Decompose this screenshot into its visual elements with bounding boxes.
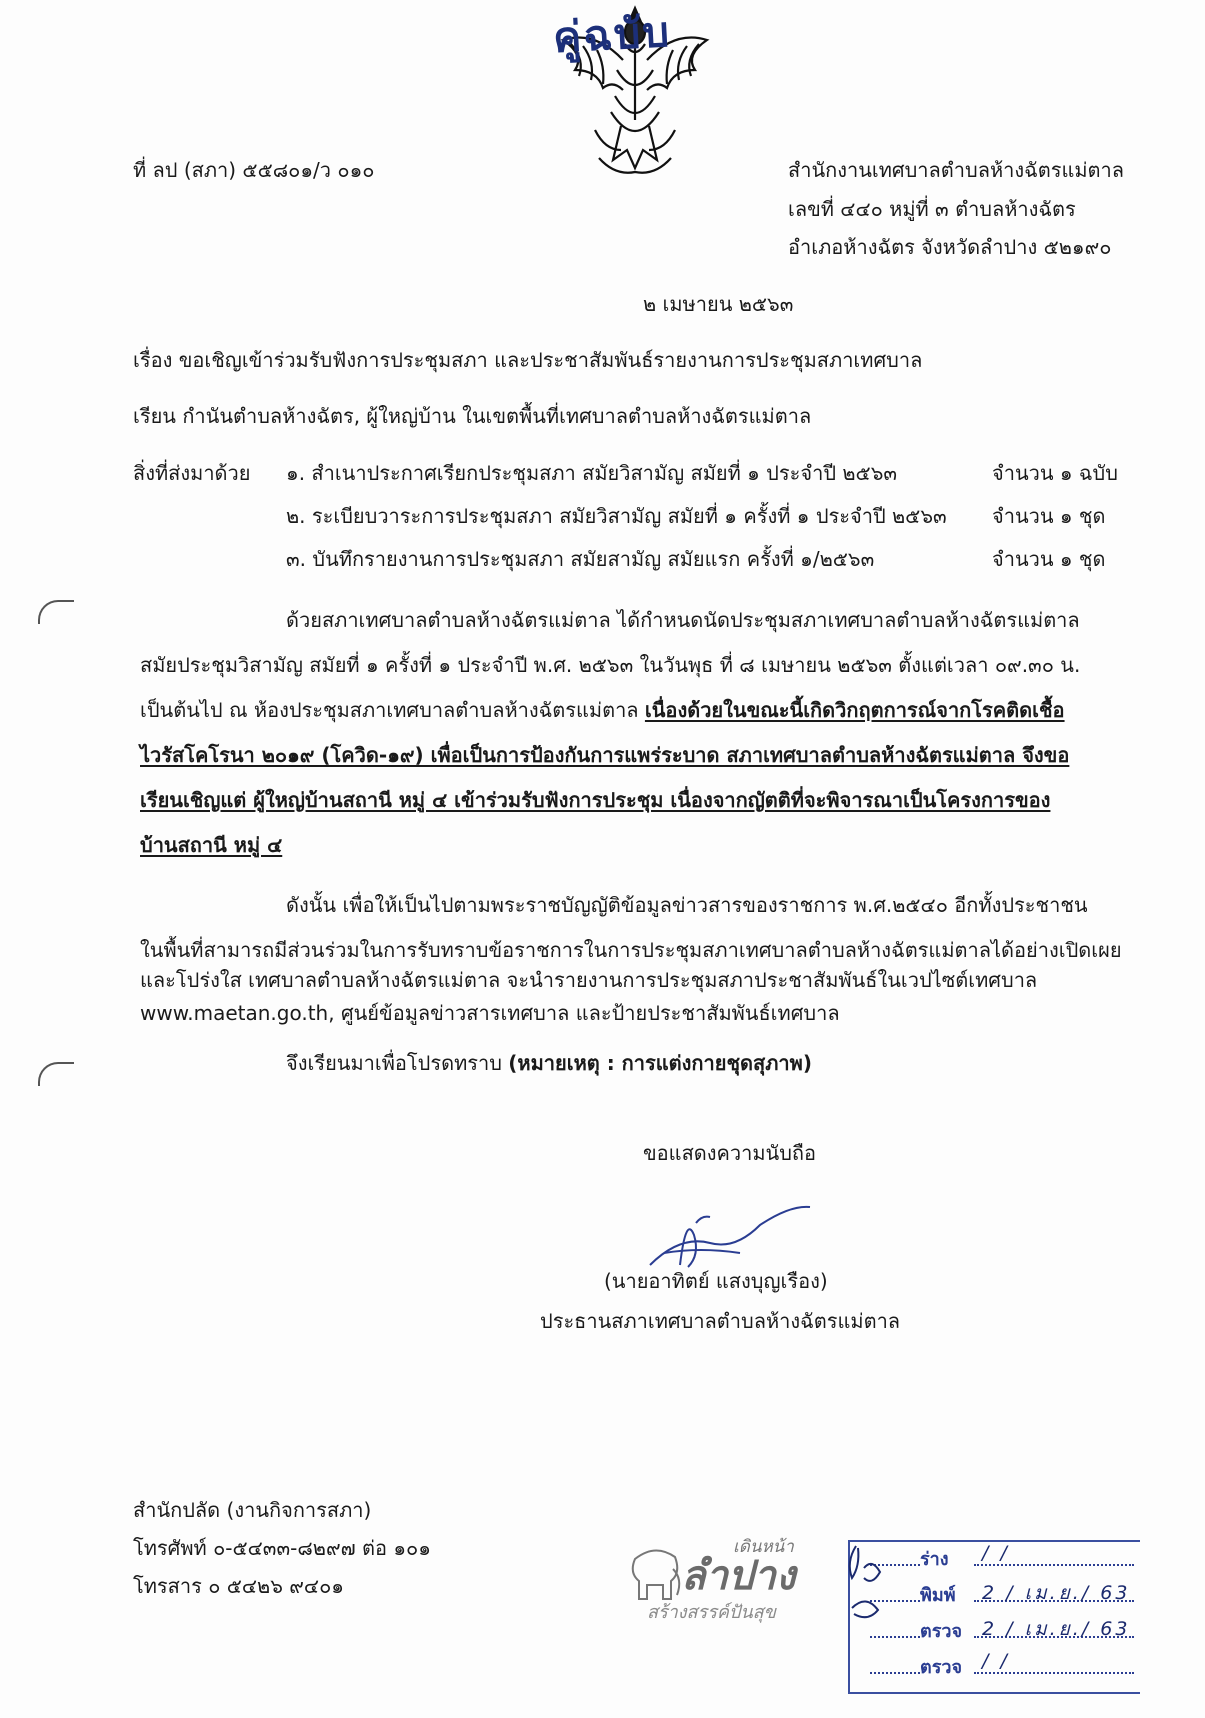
- dotted-line: [870, 1672, 920, 1674]
- covid-notice-line: เรียนเชิญแต่ ผู้ใหญ่บ้านสถานี หมู่ ๔ เข้าร่วมรับฟังการประชุม เนื่องจากญัตติที่จะพิจารณาเป็นโครงการของ: [140, 788, 1051, 812]
- body-paragraph-2-line: ดังนั้น เพื่อให้เป็นไปตามพระราชบัญญัติข้อมูลข่าวสารของราชการ พ.ศ.๒๕๔๐ อีกทั้งประชาชน: [286, 893, 1088, 917]
- covid-notice-line: บ้านสถานี หมู่ ๔: [140, 833, 283, 857]
- initials-mark: [842, 1538, 902, 1628]
- routing-value: / /: [982, 1542, 1010, 1564]
- body-paragraph-2-line: และโปร่งใส เทศบาลตำบลห้างฉัตรแม่ตาล จะนำรายงานการประชุมสภาประชาสัมพันธ์ในเวปไซต์เทศบาล: [140, 968, 1038, 992]
- body-paragraph-2-line: ในพื้นที่สามารถมีส่วนร่วมในการรับทราบข้อราชการในการประชุมสภาเทศบาลตำบลห้างฉัตรแม่ตาลได้อย่างเปิดเผย: [140, 938, 1122, 962]
- letter-date: ๒ เมษายน ๒๕๖๓: [643, 292, 794, 316]
- signatory-name: (นายอาทิตย์ แสงบุญเรือง): [604, 1269, 828, 1293]
- routing-stamp: [848, 1540, 1140, 1694]
- routing-label: ร่าง: [920, 1549, 949, 1570]
- logo-title: ลำปาง: [681, 1553, 796, 1599]
- binder-hole-top: [38, 600, 74, 624]
- logo-tagline-top: เดินหน้า: [733, 1537, 794, 1557]
- sender-address-line-1: สำนักงานเทศบาลตำบลห้างฉัตรแม่ตาล: [788, 158, 1125, 182]
- closing-line: [286, 1050, 812, 1076]
- routing-label: พิมพ์: [920, 1585, 956, 1606]
- attachment-item: ๓. บันทึกรายงานการประชุมสภา สมัยสามัญ สมัยแรก ครั้งที่ ๑/๒๕๖๓: [286, 547, 875, 571]
- routing-value: / /: [982, 1650, 1010, 1672]
- logo-tagline-bottom: สร้างสรรค์ปันสุข: [647, 1602, 776, 1623]
- body-paragraph-1-line: สมัยประชุมวิสามัญ สมัยที่ ๑ ครั้งที่ ๑ ประจำปี พ.ศ. ๒๕๖๓ ในวันพุธ ที่ ๘ เมษายน ๒๕๖๓ ตั้งแต่เวลา ๐๙.๓๐ น.: [140, 653, 1081, 677]
- copy-stamp: คู่ฉบับ: [551, 6, 673, 63]
- routing-label: ตรวจ: [920, 1621, 963, 1642]
- reference-number: ที่ ลป (สภา) ๕๕๘๐๑/ว ๐๑๐: [133, 158, 375, 182]
- attachment-item: ๒. ระเบียบวาระการประชุมสภา สมัยวิสามัญ สมัยที่ ๑ ครั้งที่ ๑ ประจำปี ๒๕๖๓: [286, 504, 947, 528]
- sender-address-line-2: เลขที่ ๔๔๐ หมู่ที่ ๓ ตำบลห้างฉัตร: [788, 197, 1076, 221]
- dress-code-note: (หมายเหตุ : การแต่งกายชุดสุภาพ): [508, 1051, 812, 1075]
- regards-text: ขอแสดงความนับถือ: [643, 1141, 817, 1165]
- signatory-position: ประธานสภาเทศบาลตำบลห้างฉัตรแม่ตาล: [540, 1309, 901, 1333]
- dotted-line: [870, 1636, 920, 1638]
- attachments-label: สิ่งที่ส่งมาด้วย: [133, 461, 251, 485]
- attachment-item: ๑. สำเนาประกาศเรียกประชุมสภา สมัยวิสามัญ สมัยที่ ๑ ประจำปี ๒๕๖๓: [286, 461, 898, 485]
- routing-value: 2 / เม.ย./ 63: [982, 1582, 1131, 1604]
- attachment-quantity: จำนวน ๑ ชุด: [992, 504, 1106, 528]
- footer-phone: โทรศัพท์ ๐-๕๔๓๓-๘๒๙๗ ต่อ ๑๐๑: [133, 1536, 431, 1560]
- footer-office: สำนักปลัด (งานกิจการสภา): [133, 1498, 372, 1522]
- body-text: เป็นต้นไป ณ ห้องประชุมสภาเทศบาลตำบลห้างฉัตรแม่ตาล: [140, 698, 645, 722]
- dotted-line: [974, 1672, 1134, 1674]
- binder-hole-bottom: [38, 1062, 74, 1086]
- lampang-campaign-logo: [625, 1525, 810, 1630]
- covid-notice-line: ไวรัสโคโรนา ๒๐๑๙ (โควิด-๑๙) เพื่อเป็นการป้องกันการแพร่ระบาด สภาเทศบาลตำบลห้างฉัตรแม่ตาล จึงขอ: [140, 743, 1070, 767]
- routing-row: [850, 1652, 1140, 1688]
- footer-fax: โทรสาร ๐ ๕๔๒๖ ๙๔๐๑: [133, 1574, 344, 1598]
- covid-notice-text: เนื่องด้วยในขณะนี้เกิดวิกฤตการณ์จากโรคติดเชื้อ: [644, 698, 1065, 722]
- closing-text: จึงเรียนมาเพื่อโปรดทราบ: [286, 1051, 509, 1075]
- body-paragraph-1-line: ด้วยสภาเทศบาลตำบลห้างฉัตรแม่ตาล ได้กำหนดนัดประชุมสภาเทศบาลตำบลห้างฉัตรแม่ตาล: [286, 608, 1080, 632]
- body-paragraph-2-line: www.maetan.go.th, ศูนย์ข้อมูลข่าวสารเทศบาล และป้ายประชาสัมพันธ์เทศบาล: [140, 1001, 840, 1025]
- body-paragraph-1-line: [140, 697, 1065, 723]
- subject-line: เรื่อง ขอเชิญเข้าร่วมรับฟังการประชุมสภา และประชาสัมพันธ์รายงานการประชุมสภาเทศบาล: [133, 348, 923, 372]
- attachment-quantity: จำนวน ๑ ชุด: [992, 547, 1106, 571]
- attachment-quantity: จำนวน ๑ ฉบับ: [992, 461, 1118, 485]
- sender-address-line-3: อำเภอห้างฉัตร จังหวัดลำปาง ๕๒๑๙๐: [788, 235, 1112, 259]
- routing-label: ตรวจ: [920, 1657, 963, 1678]
- dotted-line: [974, 1564, 1134, 1566]
- routing-value: 2 / เม.ย./ 63: [982, 1618, 1131, 1640]
- recipient-line: เรียน กำนันตำบลห้างฉัตร, ผู้ใหญ่บ้าน ในเขตพื้นที่เทศบาลตำบลห้างฉัตรแม่ตาล: [133, 404, 812, 428]
